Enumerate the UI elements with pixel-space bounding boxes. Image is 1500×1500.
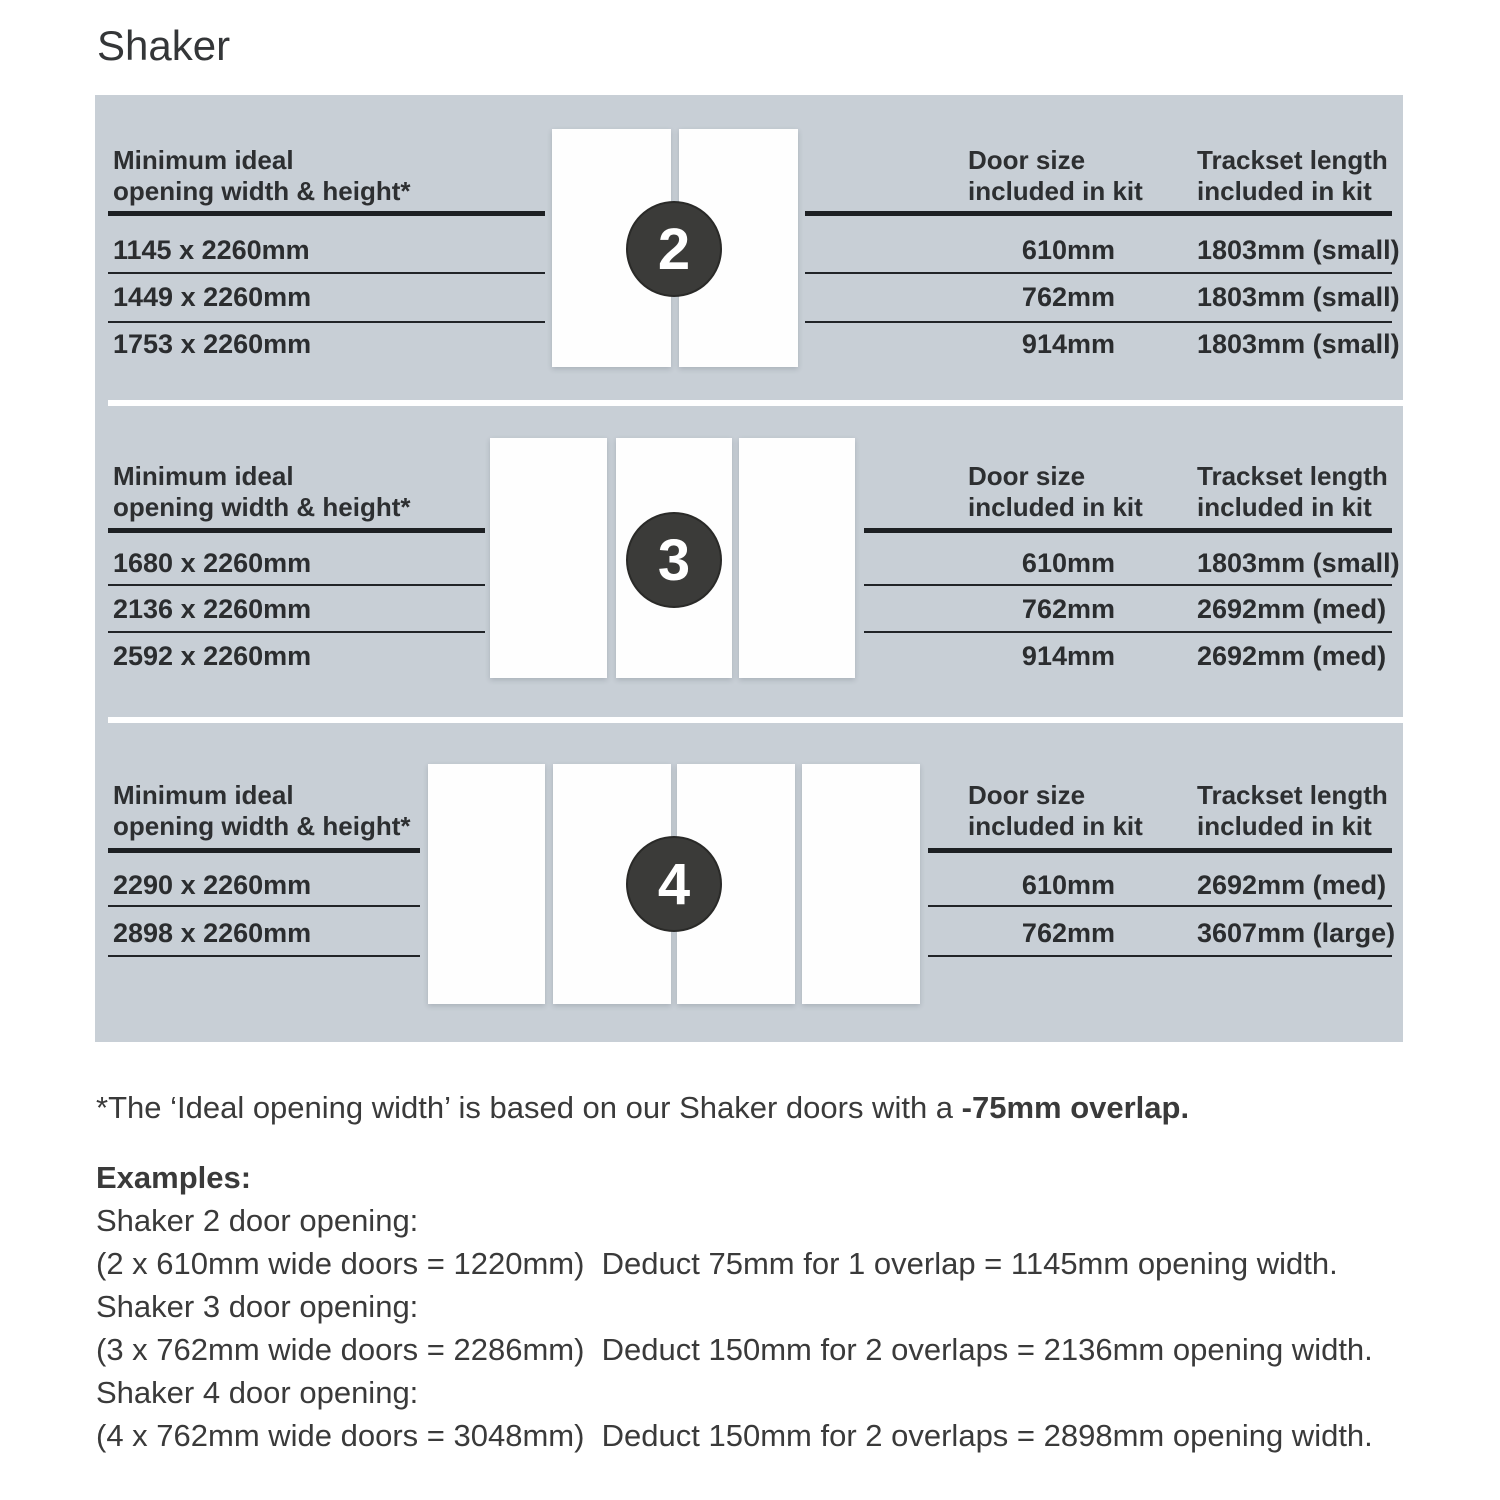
door-size-header-line1: Door size [968,461,1086,491]
door-count-badge: 2 [626,201,722,297]
divider [928,955,1392,957]
trackset-value: 2692mm (med) [1197,870,1387,900]
opening-header [113,461,411,523]
door-size-header-line2: included in kit [968,811,1143,841]
divider [805,211,1392,216]
divider [108,584,485,586]
trackset-header-line2: included in kit [1197,176,1372,206]
trackset-value: 2692mm (med) [1197,641,1387,671]
trackset-header [1197,145,1388,207]
opening-size: 2898 x 2260mm [113,918,312,948]
trackset-header-line1: Trackset length [1197,780,1388,810]
door-panel [490,438,607,678]
spec-panel [95,95,1403,1042]
examples-heading: Examples: [96,1160,252,1195]
example-calc: (3 x 762mm wide doors = 2286mm) Deduct 150mm for 2 overlaps = 2136mm opening width. [96,1332,1373,1367]
divider [108,211,545,216]
opening-header [113,780,411,842]
trackset-value: 2692mm (med) [1197,594,1387,624]
door-size-value: 914mm [1021,329,1115,359]
divider [805,272,1392,274]
door-size-header [968,461,1143,523]
example-calc: (4 x 762mm wide doors = 3048mm) Deduct 150mm for 2 overlaps = 2898mm opening width. [96,1418,1373,1453]
trackset-value: 1803mm (small) [1197,329,1400,359]
door-size-header-line2: included in kit [968,176,1143,206]
trackset-value: 1803mm (small) [1197,282,1400,312]
door-panel [428,764,545,1004]
opening-size: 2136 x 2260mm [113,594,312,624]
section-separator [108,717,1403,723]
door-size-header-line2: included in kit [968,492,1143,522]
door-size-value: 610mm [1021,235,1115,265]
footnote-text: *The ‘Ideal opening width’ is based on our Shaker doors with a [96,1090,962,1125]
trackset-header [1197,461,1388,523]
door-size-value: 610mm [1021,870,1115,900]
opening-size: 2290 x 2260mm [113,870,312,900]
opening-size: 1680 x 2260mm [113,548,312,578]
divider [108,631,485,633]
door-count-badge: 4 [626,836,722,932]
trackset-header-line1: Trackset length [1197,145,1388,175]
door-size-header-line1: Door size [968,780,1086,810]
trackset-header-line2: included in kit [1197,811,1372,841]
example-label: Shaker 4 door opening: [96,1375,419,1410]
door-panel [739,438,855,678]
trackset-header [1197,780,1388,842]
door-size-value: 762mm [1021,918,1115,948]
divider [108,321,545,323]
door-size-value: 762mm [1021,282,1115,312]
opening-size: 1753 x 2260mm [113,329,312,359]
opening-header-line1: Minimum ideal [113,145,294,175]
example-calc: (2 x 610mm wide doors = 1220mm) Deduct 75mm for 1 overlap = 1145mm opening width. [96,1246,1338,1281]
divider [108,905,420,907]
opening-header-line2: opening width & height* [113,492,411,522]
trackset-header-line1: Trackset length [1197,461,1388,491]
divider [864,584,1392,586]
opening-size: 1449 x 2260mm [113,282,312,312]
divider [864,631,1392,633]
divider [928,848,1392,853]
opening-header-line1: Minimum ideal [113,461,294,491]
opening-header-line1: Minimum ideal [113,780,294,810]
section-separator [108,400,1403,406]
page-title: Shaker [97,22,231,69]
divider [108,272,545,274]
footnote [96,1089,1189,1126]
divider [108,528,485,533]
opening-size: 1145 x 2260mm [113,235,310,265]
divider [108,848,420,853]
opening-header [113,145,411,207]
trackset-header-line2: included in kit [1197,492,1372,522]
door-size-header-line1: Door size [968,145,1086,175]
footnote-bold: -75mm overlap. [961,1090,1190,1125]
example-label: Shaker 2 door opening: [96,1203,419,1238]
example-label: Shaker 3 door opening: [96,1289,419,1324]
divider [805,321,1392,323]
trackset-value: 3607mm (large) [1197,918,1396,948]
divider [864,528,1392,533]
trackset-value: 1803mm (small) [1197,235,1400,265]
divider [108,955,420,957]
door-size-value: 762mm [1021,594,1115,624]
opening-header-line2: opening width & height* [113,811,411,841]
opening-size: 2592 x 2260mm [113,641,312,671]
trackset-value: 1803mm (small) [1197,548,1400,578]
door-panel [802,764,920,1004]
divider [928,905,1392,907]
door-size-value: 610mm [1021,548,1115,578]
door-count-badge: 3 [626,512,722,608]
door-size-header [968,145,1143,207]
door-size-header [968,780,1143,842]
opening-header-line2: opening width & height* [113,176,411,206]
door-size-value: 914mm [1021,641,1115,671]
